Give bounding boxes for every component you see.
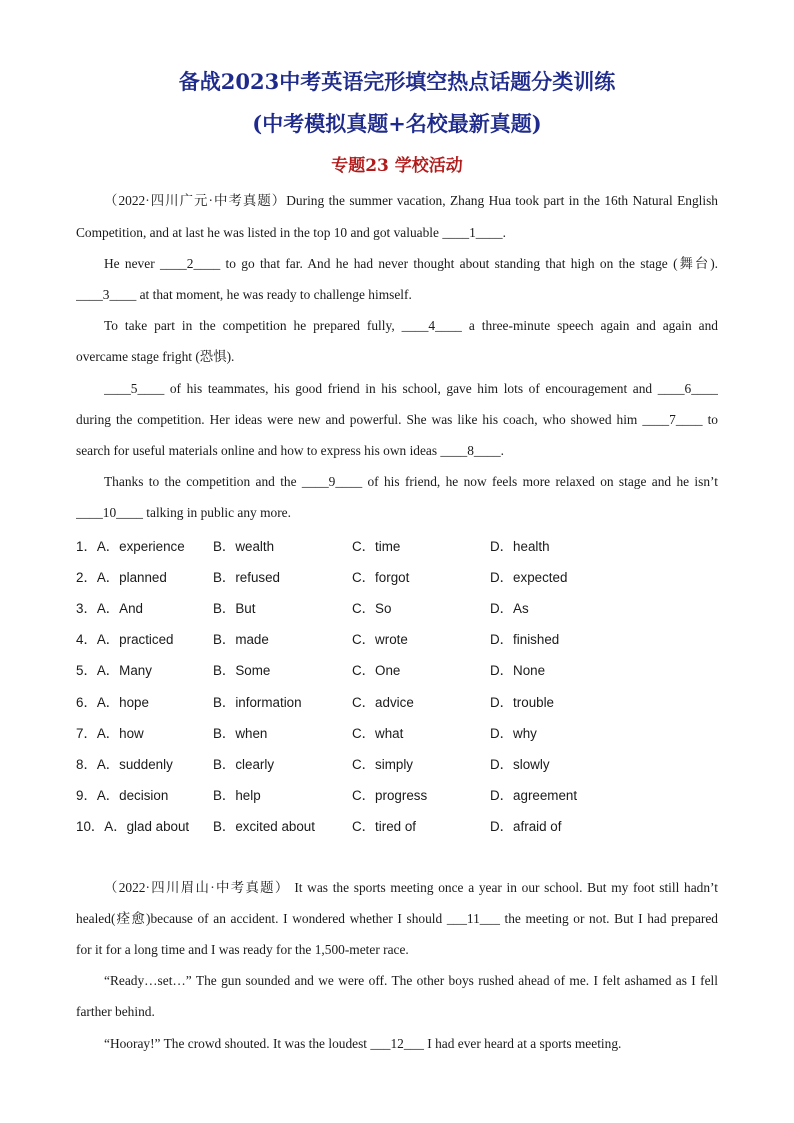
passage2-line: “Ready…set…” The gun sounded and we were off. The other boys rushed ahead of me. I felt ashamed as I fell xyxy=(104,973,718,988)
option-choice: D．finished xyxy=(490,632,560,648)
passage1-line: ____5____ of his teammates, his good friend in his school, gave him lots of encouragement and ____6____ xyxy=(104,381,718,396)
option-choice: D．health xyxy=(490,539,550,554)
option-choice: B．when xyxy=(213,725,268,741)
option-choice: 4．A．practiced xyxy=(76,632,174,648)
document-title-sub: (中考模拟真题+名校最新真题) xyxy=(252,111,542,136)
option-choice: 1．A．experience xyxy=(76,539,185,554)
option-row xyxy=(76,692,718,710)
passage1-line: （2022·四川广元·中考真题）During the summer vacation, Zhang Hua took part in the 16th Natural English xyxy=(104,193,718,208)
option-choice: D．As xyxy=(490,601,529,617)
option-choice: 2．A．planned xyxy=(76,570,167,586)
passage2-line: （2022·四川眉山·中考真题） It was the sports meeting once a year in our school. But my foot still hadn’t xyxy=(104,880,718,895)
option-row xyxy=(76,754,718,772)
document-title: 备战2023中考英语完形填空热点话题分类训练 xyxy=(178,69,616,94)
option-choice: C．So xyxy=(352,601,392,617)
option-choice: B．excited about xyxy=(213,818,315,834)
option-choice: D．None xyxy=(490,663,546,679)
option-choice: C．progress xyxy=(352,787,428,803)
option-choice: D．expected xyxy=(490,570,568,586)
option-row xyxy=(76,629,718,647)
option-choice: B．Some xyxy=(213,663,271,679)
passage1-line: Competition, and at last he was listed in the top 10 and got valuable ____1____. xyxy=(76,225,506,240)
option-row xyxy=(76,536,718,554)
passage1-line: To take part in the competition he prepared fully, ____4____ a three-minute speech again and again and xyxy=(104,318,718,333)
option-row xyxy=(76,567,718,585)
option-choice: D．afraid of xyxy=(490,818,562,834)
option-choice: 5．A．Many xyxy=(76,663,152,679)
passage1-line: ____10____ talking in public any more. xyxy=(76,505,291,520)
passage1-line: during the competition. Her ideas were new and powerful. She was like his coach, who showed him ____7____ to xyxy=(76,412,718,427)
option-choice: C．time xyxy=(352,539,401,554)
passage1-line: Thanks to the competition and the ____9____ of his friend, he now feels more relaxed on stage and he isn’t xyxy=(104,474,718,489)
passage2-line: “Hooray!” The crowd shouted. It was the loudest ___12___ I had ever heard at a sports meeting. xyxy=(104,1036,622,1051)
option-choice: C．simply xyxy=(352,756,414,772)
option-choice: B．made xyxy=(213,632,269,648)
passage1-line: search for useful materials online and how to express his own ideas ____8____. xyxy=(76,443,505,458)
passage2-line: healed(痊愈)because of an accident. I wondered whether I should ___11___ the meeting or not. But I had prepared xyxy=(76,911,718,926)
option-choice: 3．A．And xyxy=(76,601,143,617)
topic-heading: 专题23 学校活动 xyxy=(331,156,463,176)
option-choice: 6．A．hope xyxy=(76,694,149,710)
option-choice: B．help xyxy=(213,787,261,803)
passage2-line: farther behind. xyxy=(76,1004,155,1019)
option-row xyxy=(76,785,718,803)
option-choice: B．clearly xyxy=(213,756,275,772)
option-choice: D．agreement xyxy=(490,787,578,803)
option-choice: C．One xyxy=(352,663,401,679)
option-row xyxy=(76,816,718,834)
option-choice: D．trouble xyxy=(490,694,555,710)
passage1-line: He never ____2____ to go that far. And he had never thought about standing that high on the stage (舞台). xyxy=(104,256,718,271)
passage2-line: for it for a long time and I was ready for the 1,500-meter race. xyxy=(76,942,409,957)
option-choice: D．slowly xyxy=(490,756,550,772)
option-choice: 7．A．how xyxy=(76,725,144,741)
option-choice: C．what xyxy=(352,725,404,741)
option-choice: B．wealth xyxy=(213,539,275,554)
option-choice: D．why xyxy=(490,725,537,741)
option-choice: 10．A．glad about xyxy=(76,818,190,834)
option-row xyxy=(76,598,718,616)
option-row xyxy=(76,660,718,678)
option-choice: B．information xyxy=(213,694,302,710)
passage1-line: ____3____ at that moment, he was ready to challenge himself. xyxy=(76,287,412,302)
passage1-line: overcame stage fright (恐惧). xyxy=(76,349,235,364)
option-choice: C．advice xyxy=(352,694,414,710)
option-choice: 9．A．decision xyxy=(76,787,169,803)
option-row xyxy=(76,723,718,741)
option-choice: B．But xyxy=(213,601,256,617)
option-choice: B．refused xyxy=(213,570,280,586)
option-choice: C．tired of xyxy=(352,818,416,834)
option-choice: C．wrote xyxy=(352,632,408,648)
option-choice: C．forgot xyxy=(352,570,410,586)
option-choice: 8．A．suddenly xyxy=(76,756,173,772)
